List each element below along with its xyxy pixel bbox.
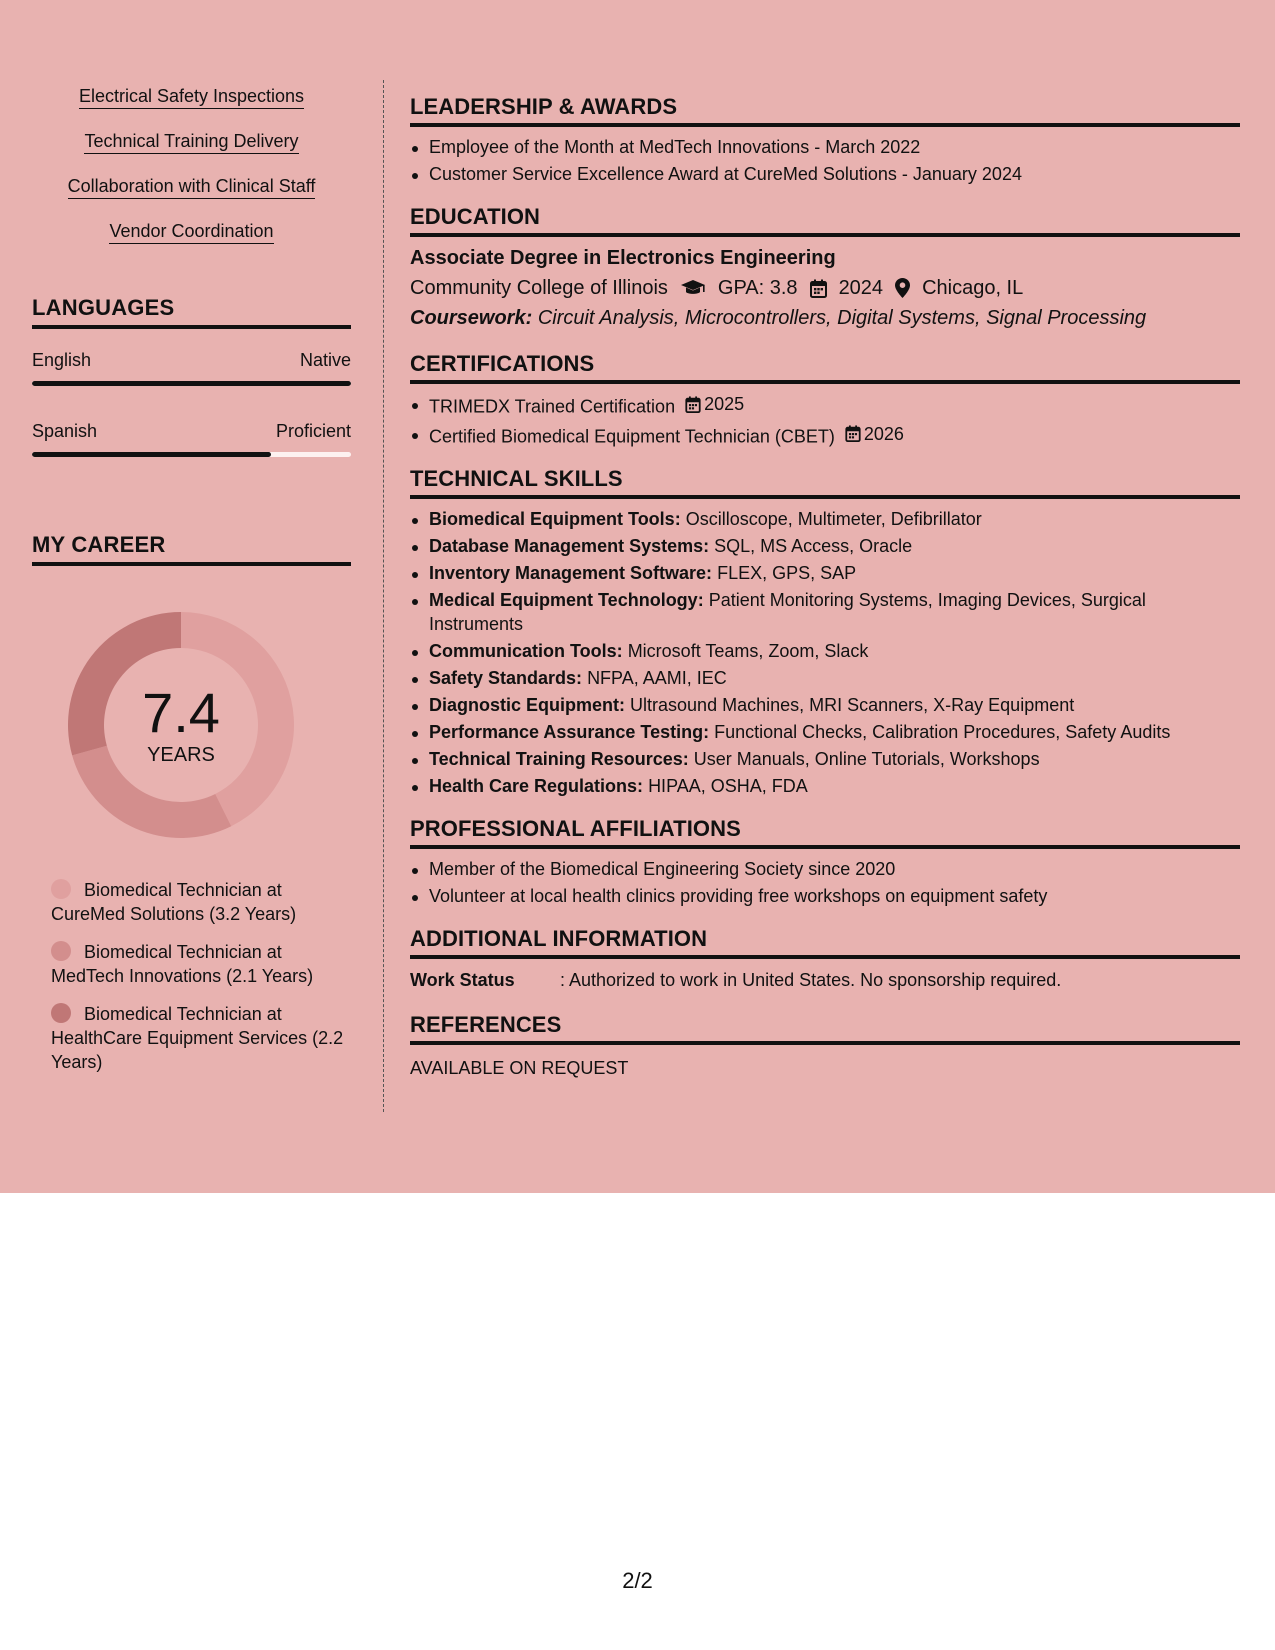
technical-skill-item: [410, 588, 1240, 636]
technical-skill-item: [410, 561, 1240, 585]
language-bar: [32, 381, 351, 386]
page-number: 2/2: [622, 1568, 653, 1593]
work-status-value: : Authorized to work in United States. No sponsorship required.: [560, 970, 1062, 990]
legend-label: Biomedical Technician at MedTech Innovations (2.1 Years): [51, 942, 314, 986]
skill-label: Safety Standards:: [429, 668, 583, 688]
language-name: Spanish: [32, 421, 98, 441]
technical-skill-item: [410, 774, 1240, 798]
language-level: Proficient: [275, 421, 351, 441]
skill-label: Inventory Management Software:: [429, 563, 713, 583]
technical-skill-item: [410, 720, 1240, 744]
graduation-cap-icon: [680, 279, 706, 297]
certification-name: TRIMEDX Trained Certification: [429, 396, 676, 417]
technical-skills-section: [410, 466, 1240, 798]
education-location: Chicago, IL: [922, 277, 1024, 299]
right-column: [410, 94, 1240, 1100]
skill-value: Functional Checks, Calibration Procedures, Safety Audits: [714, 722, 1171, 742]
skill-item: Vendor Coordination: [109, 220, 273, 244]
skill-value: FLEX, GPS, SAP: [717, 563, 857, 583]
skill-value: HIPAA, OSHA, FDA: [648, 776, 808, 796]
degree-title: Associate Degree in Electronics Engineering: [410, 247, 836, 269]
calendar-icon: [810, 279, 827, 298]
school-name: Community College of Illinois: [410, 277, 668, 299]
career-donut-chart: [66, 610, 296, 840]
affiliation-item: Member of the Biomedical Engineering Society since 2020: [410, 857, 1240, 881]
languages-title: LANGUAGES: [32, 295, 351, 329]
skill-label: Biomedical Equipment Tools:: [429, 509, 681, 529]
award-item: Employee of the Month at MedTech Innovations - March 2022: [410, 135, 1240, 159]
skill-item: Electrical Safety Inspections: [79, 85, 304, 109]
skill-value: NFPA, AAMI, IEC: [587, 668, 727, 688]
certification-year: 2026: [863, 423, 904, 444]
skill-label: Diagnostic Equipment:: [429, 695, 626, 715]
section-title: REFERENCES: [410, 1012, 1240, 1045]
certification-item: [410, 392, 1240, 419]
skill-label: Technical Training Resources:: [429, 749, 689, 769]
language-bar: [32, 452, 351, 457]
legend-item: [51, 1002, 351, 1074]
calendar-icon: [845, 425, 861, 442]
coursework: [410, 303, 1240, 333]
references-text: AVAILABLE ON REQUEST: [410, 1058, 629, 1078]
technical-skill-item: [410, 666, 1240, 690]
education-meta: [410, 273, 1240, 303]
language-level: Native: [299, 350, 351, 370]
skill-value: Ultrasound Machines, MRI Scanners, X-Ray Equipment: [630, 695, 1075, 715]
section-title: TECHNICAL SKILLS: [410, 466, 1240, 499]
legend-dot: [51, 1003, 71, 1023]
leadership-section: [410, 94, 1240, 186]
skill-label: Health Care Regulations:: [429, 776, 644, 796]
career-total-value: 7.4: [142, 681, 220, 744]
award-item: Customer Service Excellence Award at CureMed Solutions - January 2024: [410, 162, 1240, 186]
references-section: [410, 1012, 1240, 1082]
legend-item: [51, 878, 351, 926]
technical-skill-item: [410, 639, 1240, 663]
affiliation-item: Volunteer at local health clinics providing free workshops on equipment safety: [410, 884, 1240, 908]
map-pin-icon: [895, 278, 910, 298]
skill-value: User Manuals, Online Tutorials, Workshops: [693, 749, 1040, 769]
skill-value: SQL, MS Access, Oracle: [714, 536, 913, 556]
language-bar-fill: [32, 452, 271, 457]
certification-year: 2025: [704, 394, 745, 414]
legend-dot: [51, 941, 71, 961]
skill-label: Database Management Systems:: [429, 536, 710, 556]
section-title: LEADERSHIP & AWARDS: [410, 94, 1240, 127]
language-bar-fill: [32, 381, 351, 386]
work-status-label: Work Status: [410, 970, 515, 990]
graduation-year: 2024: [838, 277, 884, 299]
legend-item: [51, 940, 351, 988]
technical-skill-item: [410, 747, 1240, 771]
legend-label: Biomedical Technician at HealthCare Equipment Services (2.2 Years): [51, 1004, 344, 1072]
technical-skill-item: [410, 507, 1240, 531]
section-title: ADDITIONAL INFORMATION: [410, 926, 1240, 959]
skill-value: Oscilloscope, Multimeter, Defibrillator: [685, 509, 982, 529]
legend-dot: [51, 879, 71, 899]
skill-label: Medical Equipment Technology:: [429, 590, 704, 610]
technical-skill-item: [410, 534, 1240, 558]
language-row: [32, 420, 351, 457]
skill-value: Microsoft Teams, Zoom, Slack: [627, 641, 869, 661]
column-divider: [383, 80, 384, 1112]
affiliations-section: [410, 816, 1240, 908]
skill-item: Technical Training Delivery: [84, 130, 298, 154]
left-column: [32, 85, 351, 1088]
skills-list: [32, 85, 351, 265]
coursework-list: Circuit Analysis, Microcontrollers, Digital Systems, Signal Processing: [537, 307, 1147, 329]
certification-item: [410, 422, 1240, 449]
skill-value: Patient Monitoring Systems, Imaging Devices, Surgical Instruments: [429, 590, 1146, 634]
skill-label: Performance Assurance Testing:: [429, 722, 710, 742]
technical-skill-item: [410, 693, 1240, 717]
calendar-icon: [685, 396, 701, 413]
career-title: MY CAREER: [32, 532, 351, 566]
education-section: [410, 204, 1240, 333]
language-row: [32, 349, 351, 386]
section-title: EDUCATION: [410, 204, 1240, 237]
additional-info-section: [410, 926, 1240, 994]
legend-label: Biomedical Technician at CureMed Solutions (3.2 Years): [51, 880, 297, 924]
certifications-section: [410, 351, 1240, 448]
skill-label: Communication Tools:: [429, 641, 623, 661]
skill-item: Collaboration with Clinical Staff: [68, 175, 316, 199]
career-legend: [51, 878, 351, 1074]
section-title: CERTIFICATIONS: [410, 351, 1240, 384]
gpa: GPA: 3.8: [717, 277, 798, 299]
career-total-unit: YEARS: [147, 744, 215, 766]
certification-name: Certified Biomedical Equipment Technician (CBET): [429, 426, 835, 446]
coursework-label: Coursework:: [410, 307, 533, 329]
language-name: English: [32, 350, 92, 370]
section-title: PROFESSIONAL AFFILIATIONS: [410, 816, 1240, 849]
